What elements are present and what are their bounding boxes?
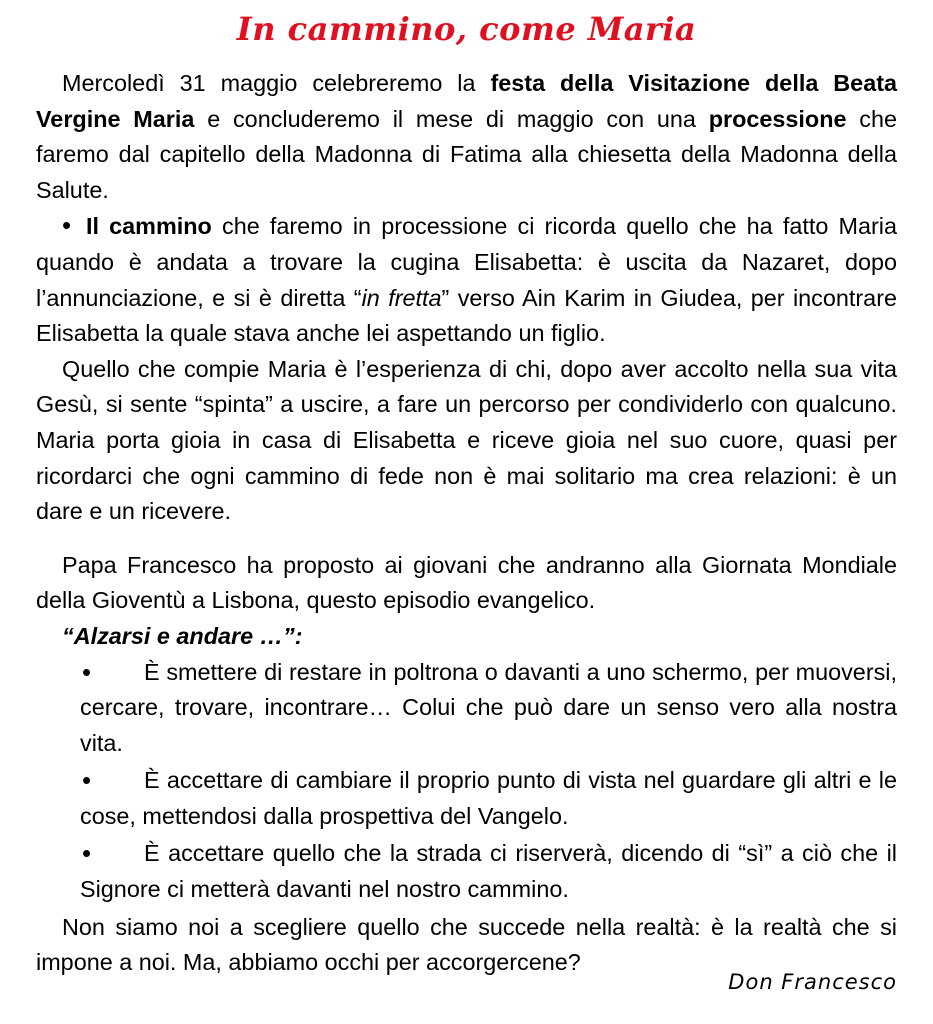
bullet-icon: •	[82, 765, 92, 796]
paragraph-papa-francesco: Papa Francesco ha proposto ai giovani che andranno alla Giornata Mondiale della Gioventù a Lisbona, questo episodio evangelico.	[36, 551, 897, 614]
paragraph-text: che faremo in processione ci ricorda quello che ha fatto Maria quando è andata a trovare la cugina Elisabetta: è uscita da Nazaret, dopo l’annunciazione, e si è diretta “	[36, 213, 897, 311]
list-item-text: È smettere di restare in poltrona o davanti a uno schermo, per muoversi, cercare, trovare, incontrare… Colui che può dare un senso vero alla nostra vita.	[80, 658, 897, 756]
list-item	[36, 763, 897, 834]
bullet-icon: •	[82, 838, 92, 869]
bold-text: processione	[708, 105, 847, 132]
list-item-text: È accettare quello che la strada ci riserverà, dicendo di “sì” a ciò che il Signore ci metterà davanti nel nostro cammino.	[80, 840, 897, 903]
list-item	[36, 655, 897, 762]
paragraph-text: Mercoledì 31 maggio celebreremo la	[62, 70, 491, 96]
paragraph-conclusione: Non siamo noi a scegliere quello che succede nella realtà: è la realtà che si impone a noi. Ma, abbiamo occhi per accorgercene?	[36, 913, 897, 976]
page-title: In cammino, come Maria	[236, 10, 697, 48]
paragraph-text: e concluderemo il mese di maggio con una	[194, 105, 709, 132]
signature: Don Francesco	[728, 970, 897, 994]
bullet-icon: •	[62, 210, 72, 241]
paragraph-visitazione	[36, 66, 897, 208]
list-item	[36, 836, 897, 907]
bold-text: Il cammino	[86, 213, 212, 240]
paragraph-text: che faremo dal capitello della Madonna di Fatima alla chiesetta della Madonna della Salute.	[36, 105, 898, 203]
paragraph-il-cammino	[36, 208, 897, 351]
paragraph-text: ” verso Ain Karim in Giudea, per incontrare Elisabetta la quale stava anche lei aspettando un figlio.	[36, 284, 897, 347]
bullet-list	[36, 655, 897, 908]
paragraph-esperienza: Quello che compie Maria è l’esperienza di chi, dopo aver accolto nella sua vita Gesù, si sente “spinta” a uscire, a fare un percorso per condividerlo con qualcuno. Maria porta gioia in casa di Elisabetta e riceve gioia nel suo cuore, quasi per ricordarci che ogni cammino di fede non è mai solitario ma crea relazioni: è un dare e un ricevere.	[36, 355, 897, 525]
bullet-icon: •	[82, 656, 92, 687]
bold-text: festa della Visitazione della Beata Vergine Maria	[36, 70, 897, 132]
quote-title: “Alzarsi e andare …”:	[62, 622, 303, 649]
italic-text: in fretta	[361, 284, 442, 311]
list-item-text: È accettare di cambiare il proprio punto di vista nel guardare gli altri e le cose, mettendosi dalla prospettiva del Vangelo.	[80, 767, 897, 829]
